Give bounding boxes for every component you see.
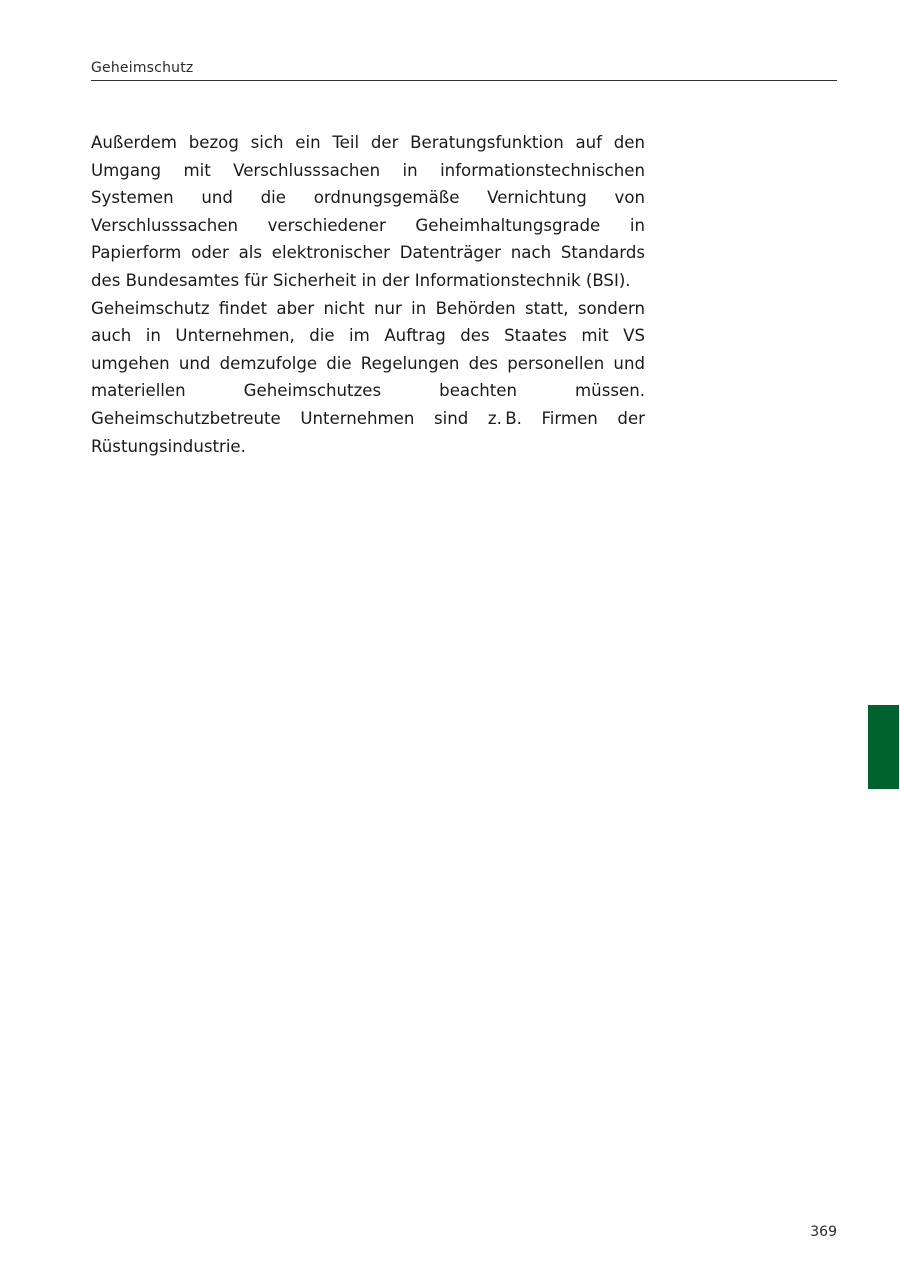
- body-text: [91, 129, 645, 460]
- chapter-thumb-tab: [868, 705, 899, 789]
- paragraph: Geheimschutz findet aber nicht nur in Behörden statt, sondern auch in Unternehmen, die im Auftrag des Staates mit VS umgehen und demzufolge die Regelungen des personellen und materiellen Geheimschutzes beachten müssen. Geheimschutzbetreute Unternehmen sind z. B. Firmen der Rüstungsindustrie.: [91, 298, 645, 456]
- running-header-title: Geheimschutz: [91, 60, 194, 76]
- running-header: [91, 58, 837, 81]
- page-number: 369: [810, 1224, 837, 1240]
- paragraph: Außerdem bezog sich ein Teil der Beratungsfunktion auf den Umgang mit Verschlusssachen in informationstechnischen Systemen und die ordnungsgemäße Vernichtung von Verschlusssachen verschiedener Geheimhaltungsgrade in Papierform oder als elektronischer Datenträger nach Standards des Bundesamtes für Sicherheit in der Informationstechnik (BSI).: [91, 133, 645, 290]
